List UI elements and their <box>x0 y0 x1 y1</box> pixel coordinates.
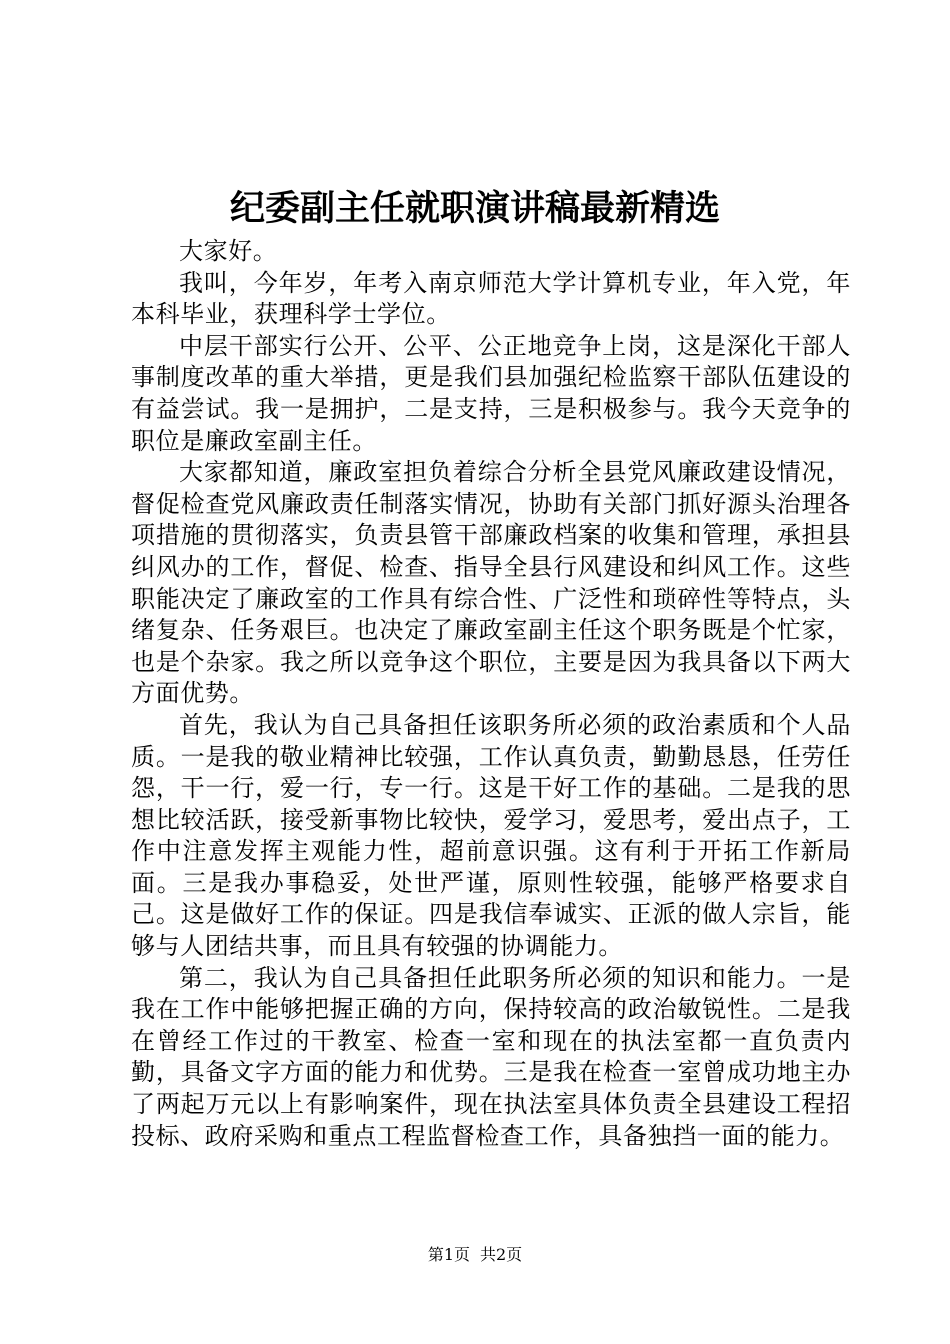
paragraph-office-duties: 大家都知道，廉政室担负着综合分析全县党风廉政建设情况，督促检查党风廉政责任制落实情况，协助有关部门抓好源头治理各项措施的贯彻落实，负责县管干部廉政档案的收集和管理，承担县纠风办的工作，督促、检查、指导全县行风建设和纠风工作。这些职能决定了廉政室的工作具有综合性、广泛性和琐碎性等特点，头绪复杂、任务艰巨。也决定了廉政室副主任这个职务既是个忙家，也是个杂家。我之所以竞争这个职位，主要是因为我具备以下两大方面优势。 <box>131 458 851 708</box>
paragraph-competition-reform: 中层干部实行公开、公平、公正地竞争上岗，这是深化干部人事制度改革的重大举措，更是我们县加强纪检监察干部队伍建设的有益尝试。我一是拥护，二是支持，三是积极参与。我今天竞争的职位是廉政室副主任。 <box>131 331 851 455</box>
paragraph-self-intro: 我叫，今年岁，年考入南京师范大学计算机专业，年入党，年本科毕业，获理科学士学位。 <box>131 268 851 329</box>
page-footer <box>0 1244 950 1266</box>
paragraph-second-advantage: 第二，我认为自己具备担任此职务所必须的知识和能力。一是我在工作中能够把握正确的方向，保持较高的政治敏锐性。二是我在曾经工作过的干教室、检查一室和现在的执法室都一直负责内勤，具备文字方面的能力和优势。三是我在检查一室曾成功地主办了两起万元以上有影响案件，现在执法室具体负责全县建设工程招投标、政府采购和重点工程监督检查工作，具备独挡一面的能力。 <box>131 963 851 1150</box>
page-total: 共2页 <box>480 1245 523 1264</box>
page-number: 第1页 <box>427 1245 470 1264</box>
paragraph-first-advantage: 首先，我认为自己具备担任该职务所必须的政治素质和个人品质。一是我的敬业精神比较强，工作认真负责，勤勤恳恳，任劳任怨，干一行，爱一行，专一行。这是干好工作的基础。二是我的思想比较活跃，接受新事物比较快，爱学习，爱思考，爱出点子，工作中注意发挥主观能力性，超前意识强。这有利于开拓工作新局面。三是我办事稳妥，处世严谨，原则性较强，能够严格要求自己。这是做好工作的保证。四是我信奉诚实、正派的做人宗旨，能够与人团结共事，而且具有较强的协调能力。 <box>131 710 851 961</box>
document-title: 纪委副主任就职演讲稿最新精选 <box>229 188 720 229</box>
document-body <box>131 236 851 1152</box>
paragraph-greeting: 大家好。 <box>179 237 278 265</box>
